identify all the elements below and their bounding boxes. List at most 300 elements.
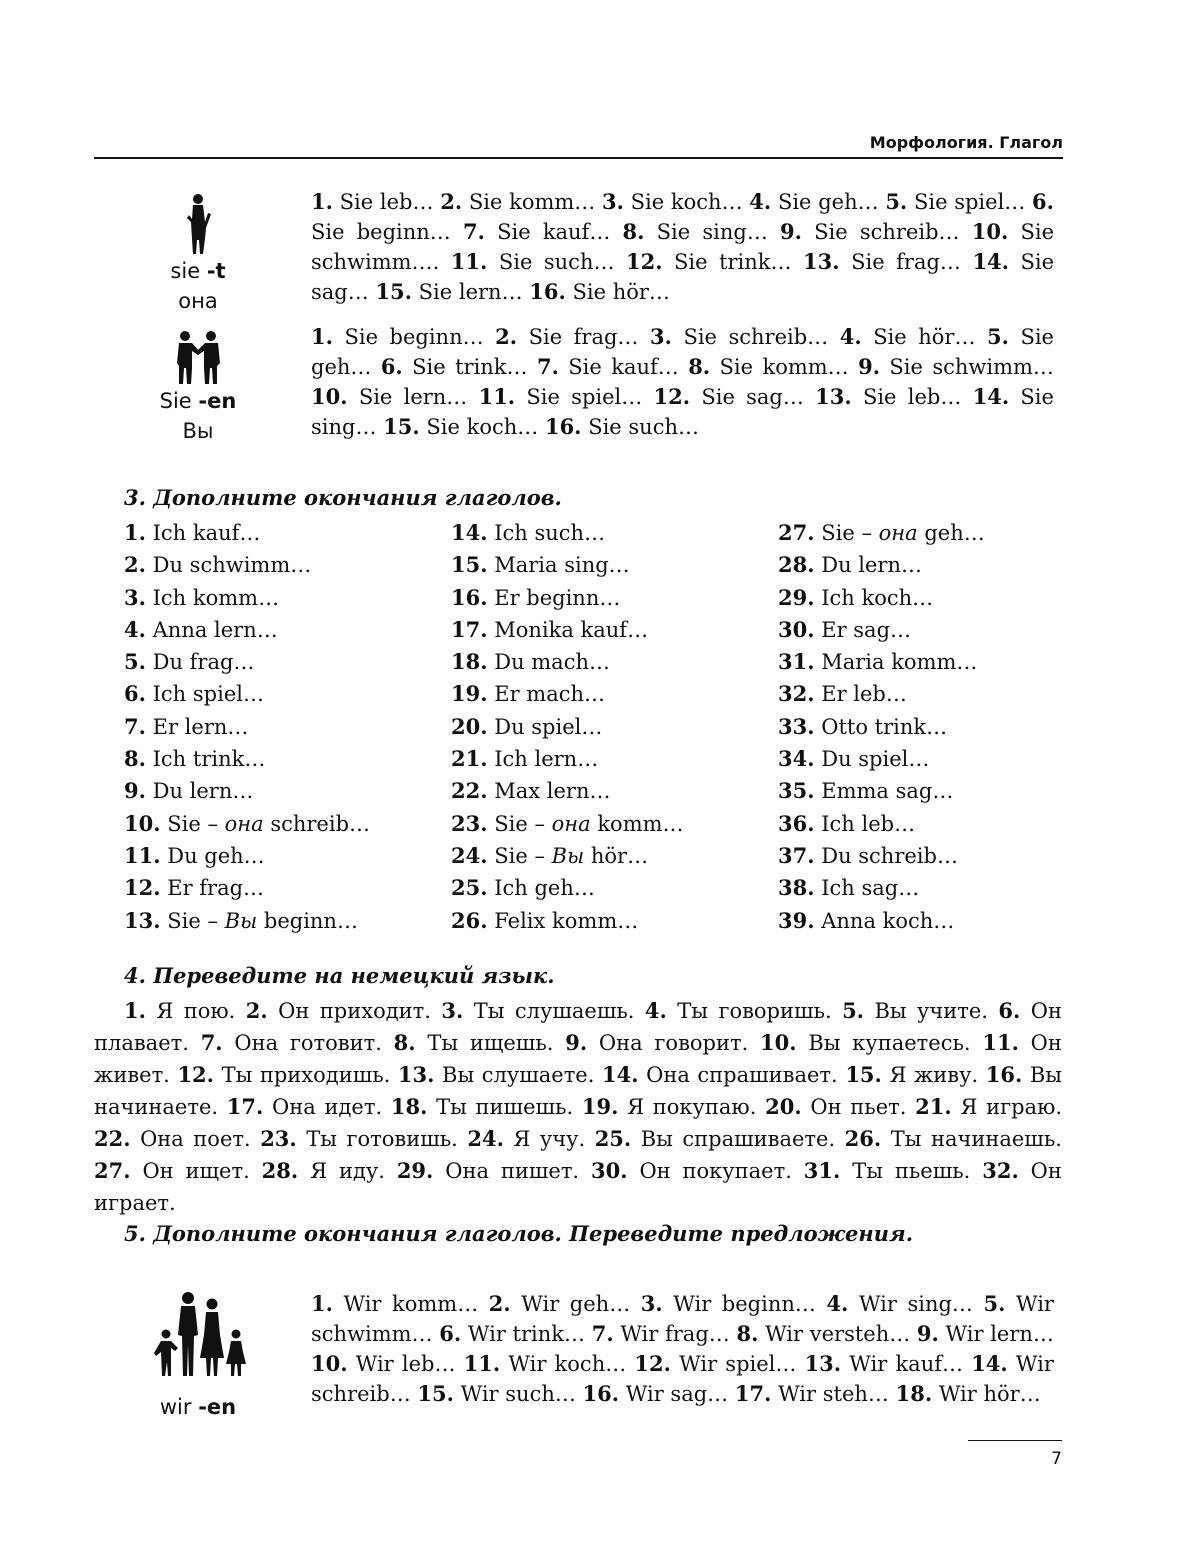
- exercise-item: [765, 1095, 906, 1119]
- item-number: 11.: [982, 1030, 1019, 1055]
- item-number: 30.: [591, 1158, 628, 1183]
- item-text: Она пишет.: [445, 1159, 580, 1183]
- item-number: 6.: [439, 1321, 462, 1346]
- running-header: [94, 133, 1063, 159]
- exercise-item: [451, 808, 684, 840]
- item-number: 16.: [451, 584, 488, 610]
- item-number: 10.: [124, 810, 161, 836]
- item-number: 17.: [734, 1381, 772, 1406]
- exercise-5-heading: 5. Дополните окончания глаголов. Переведите предложения.: [124, 1221, 914, 1246]
- exercise-item: [398, 1063, 595, 1087]
- exercise-item: [529, 280, 670, 304]
- item-text: Он живет.: [94, 1031, 1062, 1087]
- item-text: Sie komm…: [719, 355, 849, 379]
- item-text: Wir sing…: [858, 1292, 973, 1316]
- exercise-item: [124, 549, 370, 581]
- exercise-item: [537, 355, 679, 379]
- exercise-item: [451, 743, 684, 775]
- item-number: 18.: [451, 649, 488, 675]
- item-number: 7.: [536, 354, 559, 379]
- exercise-item: [451, 775, 684, 807]
- item-number: 11.: [463, 1351, 501, 1376]
- item-text: Er beginn…: [494, 585, 621, 610]
- item-verb: komm…: [597, 811, 684, 836]
- item-number: 37.: [778, 842, 815, 868]
- exercise-item: [451, 250, 615, 274]
- item-text: Wir koch…: [508, 1352, 627, 1376]
- figure-translation: она: [178, 289, 218, 313]
- item-text: Wir sag…: [625, 1382, 729, 1406]
- figure-sie-t: [150, 192, 246, 316]
- item-number: 18.: [390, 1094, 428, 1119]
- exercise-item: [383, 415, 538, 439]
- exercise-item: [451, 614, 684, 646]
- item-text: Sie schwimm…: [889, 355, 1054, 379]
- item-text: Wir such…: [460, 1382, 576, 1406]
- footer-rule: [968, 1440, 1062, 1441]
- item-number: 2.: [245, 998, 268, 1023]
- item-number: 14.: [971, 1351, 1008, 1376]
- figure-label: sie -t: [170, 259, 226, 283]
- exercise-item: [463, 220, 610, 244]
- item-text: Er sag…: [821, 617, 912, 642]
- item-number: 9.: [565, 1030, 588, 1055]
- exercise-item: [885, 190, 1025, 214]
- item-number: 5.: [842, 998, 864, 1023]
- item-number: 14.: [602, 1062, 639, 1087]
- item-verb: geh…: [924, 521, 985, 545]
- item-number: 34.: [778, 746, 815, 772]
- item-text: Она спрашивает.: [646, 1063, 838, 1087]
- item-gloss: Вы: [224, 908, 258, 933]
- item-text: Wir schreib…: [311, 1352, 1054, 1406]
- item-number: 5.: [885, 189, 908, 214]
- item-number: 13.: [815, 384, 852, 409]
- item-number: 19.: [581, 1094, 619, 1119]
- item-number: 2.: [440, 189, 463, 214]
- item-number: 15.: [451, 552, 488, 578]
- item-number: 11.: [124, 842, 161, 868]
- item-number: 12.: [177, 1062, 214, 1087]
- exercise-item: [780, 220, 960, 244]
- exercise-item: [397, 1159, 579, 1183]
- item-number: 7.: [124, 713, 146, 739]
- exercise-item: [124, 775, 370, 807]
- exercise-item: [177, 1063, 390, 1087]
- item-text: Sie koch…: [426, 415, 539, 439]
- item-text: Он играет.: [94, 1159, 1062, 1215]
- item-text: Er leb…: [821, 682, 907, 707]
- item-gloss: она: [551, 811, 591, 836]
- item-number: 3.: [602, 189, 624, 214]
- item-number: 1.: [311, 324, 333, 349]
- item-text: Ich komm…: [152, 585, 280, 610]
- item-number: 22.: [94, 1126, 131, 1151]
- item-text: Я живу.: [889, 1063, 979, 1087]
- exercise-item: [582, 1095, 757, 1119]
- exercise-item: [602, 190, 743, 214]
- item-text: Du mach…: [494, 650, 610, 675]
- exercise-item: [804, 1159, 971, 1183]
- item-text: Sie geh…: [777, 190, 879, 214]
- item-text: Ты начинаешь.: [890, 1127, 1062, 1151]
- exercise-item: [778, 517, 985, 549]
- exercise-item: [583, 1382, 729, 1406]
- exercise-item: [778, 808, 985, 840]
- exercise-item: [260, 1127, 458, 1151]
- figure-label: Sie -en: [159, 389, 237, 413]
- exercise-item: [262, 1159, 385, 1183]
- item-number: 36.: [778, 810, 815, 836]
- item-number: 4.: [124, 616, 146, 642]
- item-verb: beginn…: [263, 908, 358, 933]
- item-number: 15.: [845, 1062, 882, 1087]
- item-number: 27.: [94, 1158, 131, 1183]
- item-text: Он приходит.: [278, 999, 431, 1023]
- item-text: Она готовит.: [234, 1031, 382, 1055]
- item-number: 12.: [653, 384, 691, 409]
- item-text: Sie spiel…: [913, 190, 1026, 214]
- item-subject: Sie –: [494, 811, 545, 836]
- item-number: 29.: [396, 1158, 434, 1183]
- item-number: 13.: [803, 249, 840, 274]
- item-text: Wir hör…: [938, 1382, 1041, 1406]
- item-text: Она поет.: [140, 1127, 251, 1151]
- item-text: Ты готовишь.: [306, 1127, 458, 1151]
- item-number: 32.: [778, 681, 815, 707]
- item-gloss: она: [878, 521, 918, 545]
- exercise-3-column-2: [451, 517, 684, 937]
- item-text: Ich such…: [494, 521, 606, 545]
- item-text: Du schwimm…: [152, 553, 312, 578]
- item-text: Он покупает.: [639, 1159, 792, 1183]
- item-text: Я учу.: [513, 1127, 586, 1151]
- item-gloss: Вы: [551, 843, 585, 868]
- item-text: Sie frag…: [851, 250, 961, 274]
- item-text: Sie sing…: [656, 220, 768, 244]
- item-number: 14.: [972, 384, 1010, 409]
- item-number: 5.: [986, 324, 1009, 349]
- figure-translation: Вы: [182, 419, 214, 443]
- item-text: Sie trink…: [674, 250, 792, 274]
- item-text: Otto trink…: [821, 714, 948, 739]
- item-number: 15.: [383, 414, 420, 439]
- exercise-item: [124, 678, 370, 710]
- item-text: Er mach…: [494, 682, 605, 707]
- item-text: Вы купаетесь.: [808, 1031, 971, 1055]
- item-text: Я пою.: [156, 999, 236, 1023]
- exercise-item: [915, 1095, 1062, 1119]
- item-number: 7.: [591, 1321, 614, 1346]
- item-number: 9.: [916, 1321, 939, 1346]
- item-verb: hör…: [590, 843, 649, 868]
- item-number: 17.: [451, 616, 488, 642]
- item-number: 7.: [462, 219, 485, 244]
- item-number: 17.: [226, 1094, 264, 1119]
- item-number: 10.: [311, 1351, 348, 1376]
- item-text: Wir trink…: [467, 1322, 586, 1346]
- exercise-item: [778, 840, 985, 872]
- item-number: 35.: [778, 778, 815, 804]
- item-number: 12.: [124, 875, 161, 901]
- exercise-item: [451, 646, 684, 678]
- item-text: Она идет.: [272, 1095, 383, 1119]
- exercise-item: [495, 325, 638, 349]
- exercise-item: [602, 1063, 838, 1087]
- exercise-item: [124, 614, 370, 646]
- exercise-item: [124, 582, 370, 614]
- item-text: Du spiel…: [494, 714, 603, 739]
- item-text: Он плавает.: [94, 999, 1062, 1055]
- item-text: Wir frag…: [620, 1322, 730, 1346]
- exercise-item: [451, 582, 684, 614]
- item-text: Ich leb…: [821, 811, 916, 836]
- woman-silhouette-icon: [178, 192, 218, 256]
- item-number: 11.: [450, 249, 488, 274]
- item-number: 32.: [982, 1158, 1019, 1183]
- exercise-item: [451, 905, 684, 937]
- exercise-item: [803, 250, 961, 274]
- exercise-item: [124, 840, 370, 872]
- exercise-item: [375, 280, 522, 304]
- item-text: Maria komm…: [821, 650, 978, 675]
- item-number: 8.: [736, 1321, 759, 1346]
- exercise-item: [381, 355, 528, 379]
- exercise-item: [778, 678, 985, 710]
- exercise-item: [626, 250, 792, 274]
- item-number: 10.: [760, 1030, 797, 1055]
- item-number: 3.: [649, 324, 672, 349]
- exercise-item: [778, 614, 985, 646]
- item-text: Max lern…: [494, 779, 611, 804]
- exercise-item: [451, 872, 684, 904]
- item-number: 24.: [467, 1126, 504, 1151]
- exercise-item: [896, 1382, 1041, 1406]
- item-text: Sie lern…: [358, 385, 468, 409]
- item-number: 25.: [451, 875, 488, 901]
- item-text: Sie beginn…: [311, 220, 451, 244]
- item-number: 4.: [644, 998, 667, 1023]
- exercise-item: [124, 646, 370, 678]
- exercise-item: [417, 1382, 575, 1406]
- item-subject: Sie –: [494, 843, 545, 868]
- item-number: 22.: [451, 778, 488, 804]
- item-text: Она говорит.: [598, 1031, 749, 1055]
- exercise-item: [858, 355, 1054, 379]
- item-number: 3.: [124, 584, 146, 610]
- item-text: Ich lern…: [494, 747, 599, 772]
- item-number: 38.: [778, 875, 815, 901]
- exercise-item: [124, 905, 370, 937]
- exercise-item: [489, 1292, 630, 1316]
- item-text: Ich spiel…: [152, 682, 264, 707]
- item-text: Sie hör…: [572, 280, 670, 304]
- item-number: 31.: [803, 1158, 841, 1183]
- figure-wir-en: [140, 1290, 256, 1422]
- item-number: 5.: [124, 649, 146, 675]
- item-text: Wir geh…: [521, 1292, 631, 1316]
- item-number: 23.: [451, 810, 488, 836]
- item-number: 25.: [594, 1126, 632, 1151]
- exercise-item: [778, 646, 985, 678]
- item-number: 8.: [688, 354, 711, 379]
- exercise-4-text: [94, 995, 1062, 1219]
- exercise-item: [778, 582, 985, 614]
- exercise-item: [840, 325, 976, 349]
- exercise-item: [451, 840, 684, 872]
- item-number: 15.: [375, 279, 412, 304]
- exercise-item: [311, 325, 484, 349]
- item-number: 8.: [622, 219, 645, 244]
- exercise-item: [124, 999, 235, 1023]
- item-subject: Sie –: [821, 521, 872, 545]
- exercise-item: [124, 743, 370, 775]
- item-verb: schreib…: [270, 811, 371, 836]
- item-number: 2.: [495, 324, 518, 349]
- item-text: Ich geh…: [494, 876, 595, 901]
- item-number: 21.: [915, 1094, 952, 1119]
- item-text: Ты ищешь.: [427, 1031, 554, 1055]
- item-number: 1.: [311, 1291, 333, 1316]
- item-text: Du lern…: [821, 553, 922, 578]
- exercise-2-sie-en: [311, 322, 1054, 442]
- item-number: 13.: [397, 1062, 435, 1087]
- exercise-item: [124, 711, 370, 743]
- item-text: Sie sing…: [311, 385, 1054, 439]
- exercise-item: [479, 385, 643, 409]
- exercise-item: [778, 905, 985, 937]
- item-number: 29.: [778, 584, 815, 610]
- item-number: 10.: [971, 219, 1009, 244]
- item-text: Sie kauf…: [497, 220, 611, 244]
- item-text: Ты слушаешь.: [473, 999, 635, 1023]
- item-number: 9.: [858, 354, 881, 379]
- item-text: Du lern…: [152, 779, 254, 804]
- exercise-item: [842, 999, 988, 1023]
- exercise-item: [778, 711, 985, 743]
- exercise-3-column-1: [124, 517, 370, 937]
- item-number: 26.: [451, 907, 488, 933]
- item-text: Я играю.: [960, 1095, 1063, 1119]
- item-number: 28.: [778, 552, 815, 578]
- item-text: Maria sing…: [494, 553, 630, 578]
- exercise-item: [227, 1095, 382, 1119]
- item-number: 3.: [441, 998, 464, 1023]
- exercise-item: [591, 1159, 792, 1183]
- exercise-item: [451, 711, 684, 743]
- exercise-item: [451, 549, 684, 581]
- exercise-item: [545, 415, 699, 439]
- exercise-item: [311, 1292, 478, 1316]
- item-text: Sie such…: [498, 250, 615, 274]
- exercise-item: [451, 678, 684, 710]
- exercise-item: [94, 1127, 251, 1151]
- item-text: Ты пишешь.: [436, 1095, 574, 1119]
- item-text: Sie such…: [588, 415, 699, 439]
- exercise-item: [641, 1292, 816, 1316]
- exercise-item: [623, 220, 768, 244]
- item-text: Вы слушаете.: [442, 1063, 595, 1087]
- exercise-item: [654, 385, 804, 409]
- exercise-item: [440, 190, 595, 214]
- exercise-item: [391, 1095, 573, 1119]
- item-text: Sie beginn…: [344, 325, 484, 349]
- item-number: 3.: [640, 1291, 663, 1316]
- item-text: Felix komm…: [494, 908, 639, 933]
- exercise-item: [394, 1031, 554, 1055]
- item-text: Sie schreib…: [683, 325, 829, 349]
- item-number: 13.: [804, 1351, 842, 1376]
- exercise-item: [736, 1322, 910, 1346]
- item-number: 8.: [393, 1030, 416, 1055]
- item-number: 20.: [451, 713, 488, 739]
- exercise-item: [778, 549, 985, 581]
- item-text: Sie hör…: [873, 325, 976, 349]
- item-text: Sie sag…: [701, 385, 804, 409]
- item-text: Он пьет.: [810, 1095, 907, 1119]
- item-number: 14.: [972, 249, 1009, 274]
- item-text: Wir versteh…: [765, 1322, 911, 1346]
- item-number: 12.: [634, 1351, 671, 1376]
- item-number: 20.: [765, 1094, 802, 1119]
- item-number: 23.: [260, 1126, 297, 1151]
- exercise-item: [815, 385, 961, 409]
- item-text: Du frag…: [152, 650, 255, 675]
- item-number: 4.: [749, 189, 772, 214]
- item-number: 39.: [778, 907, 815, 933]
- item-text: Er frag…: [167, 876, 265, 901]
- item-number: 15.: [417, 1381, 454, 1406]
- item-number: 30.: [778, 616, 815, 642]
- item-number: 8.: [124, 746, 146, 772]
- item-text: Wir schwimm…: [311, 1292, 1054, 1346]
- item-number: 16.: [985, 1062, 1023, 1087]
- item-subject: Sie –: [167, 811, 218, 836]
- item-text: Он ищет.: [142, 1159, 250, 1183]
- exercise-item: [565, 1031, 748, 1055]
- item-number: 24.: [451, 842, 488, 868]
- item-text: Sie spiel…: [526, 385, 643, 409]
- item-text: Du geh…: [167, 843, 265, 868]
- exercise-item: [634, 1352, 796, 1376]
- exercise-2-sie-t: [311, 187, 1054, 307]
- item-number: 31.: [778, 649, 815, 675]
- exercise-item: [595, 1127, 835, 1151]
- item-text: Emma sag…: [821, 779, 954, 804]
- item-text: Wir beginn…: [673, 1292, 816, 1316]
- exercise-item: [467, 1127, 585, 1151]
- item-text: Sie schwimm….: [311, 220, 1055, 274]
- item-number: 5.: [983, 1291, 1006, 1316]
- exercise-item: [94, 1159, 250, 1183]
- item-text: Sie komm…: [468, 190, 596, 214]
- item-number: 6.: [124, 681, 146, 707]
- exercise-item: [749, 190, 878, 214]
- item-number: 11.: [478, 384, 516, 409]
- exercise-item: [311, 385, 467, 409]
- item-text: Anna koch…: [821, 908, 955, 933]
- item-text: Ты говоришь.: [677, 999, 832, 1023]
- exercise-item: [645, 999, 832, 1023]
- item-number: 1.: [311, 189, 333, 214]
- item-number: 12.: [625, 249, 663, 274]
- item-number: 14.: [451, 520, 488, 545]
- item-gloss: она: [224, 811, 264, 836]
- exercise-item: [778, 775, 985, 807]
- exercise-item: [311, 190, 433, 214]
- figure-sie-en: [150, 330, 246, 446]
- item-text: Я покупаю.: [627, 1095, 757, 1119]
